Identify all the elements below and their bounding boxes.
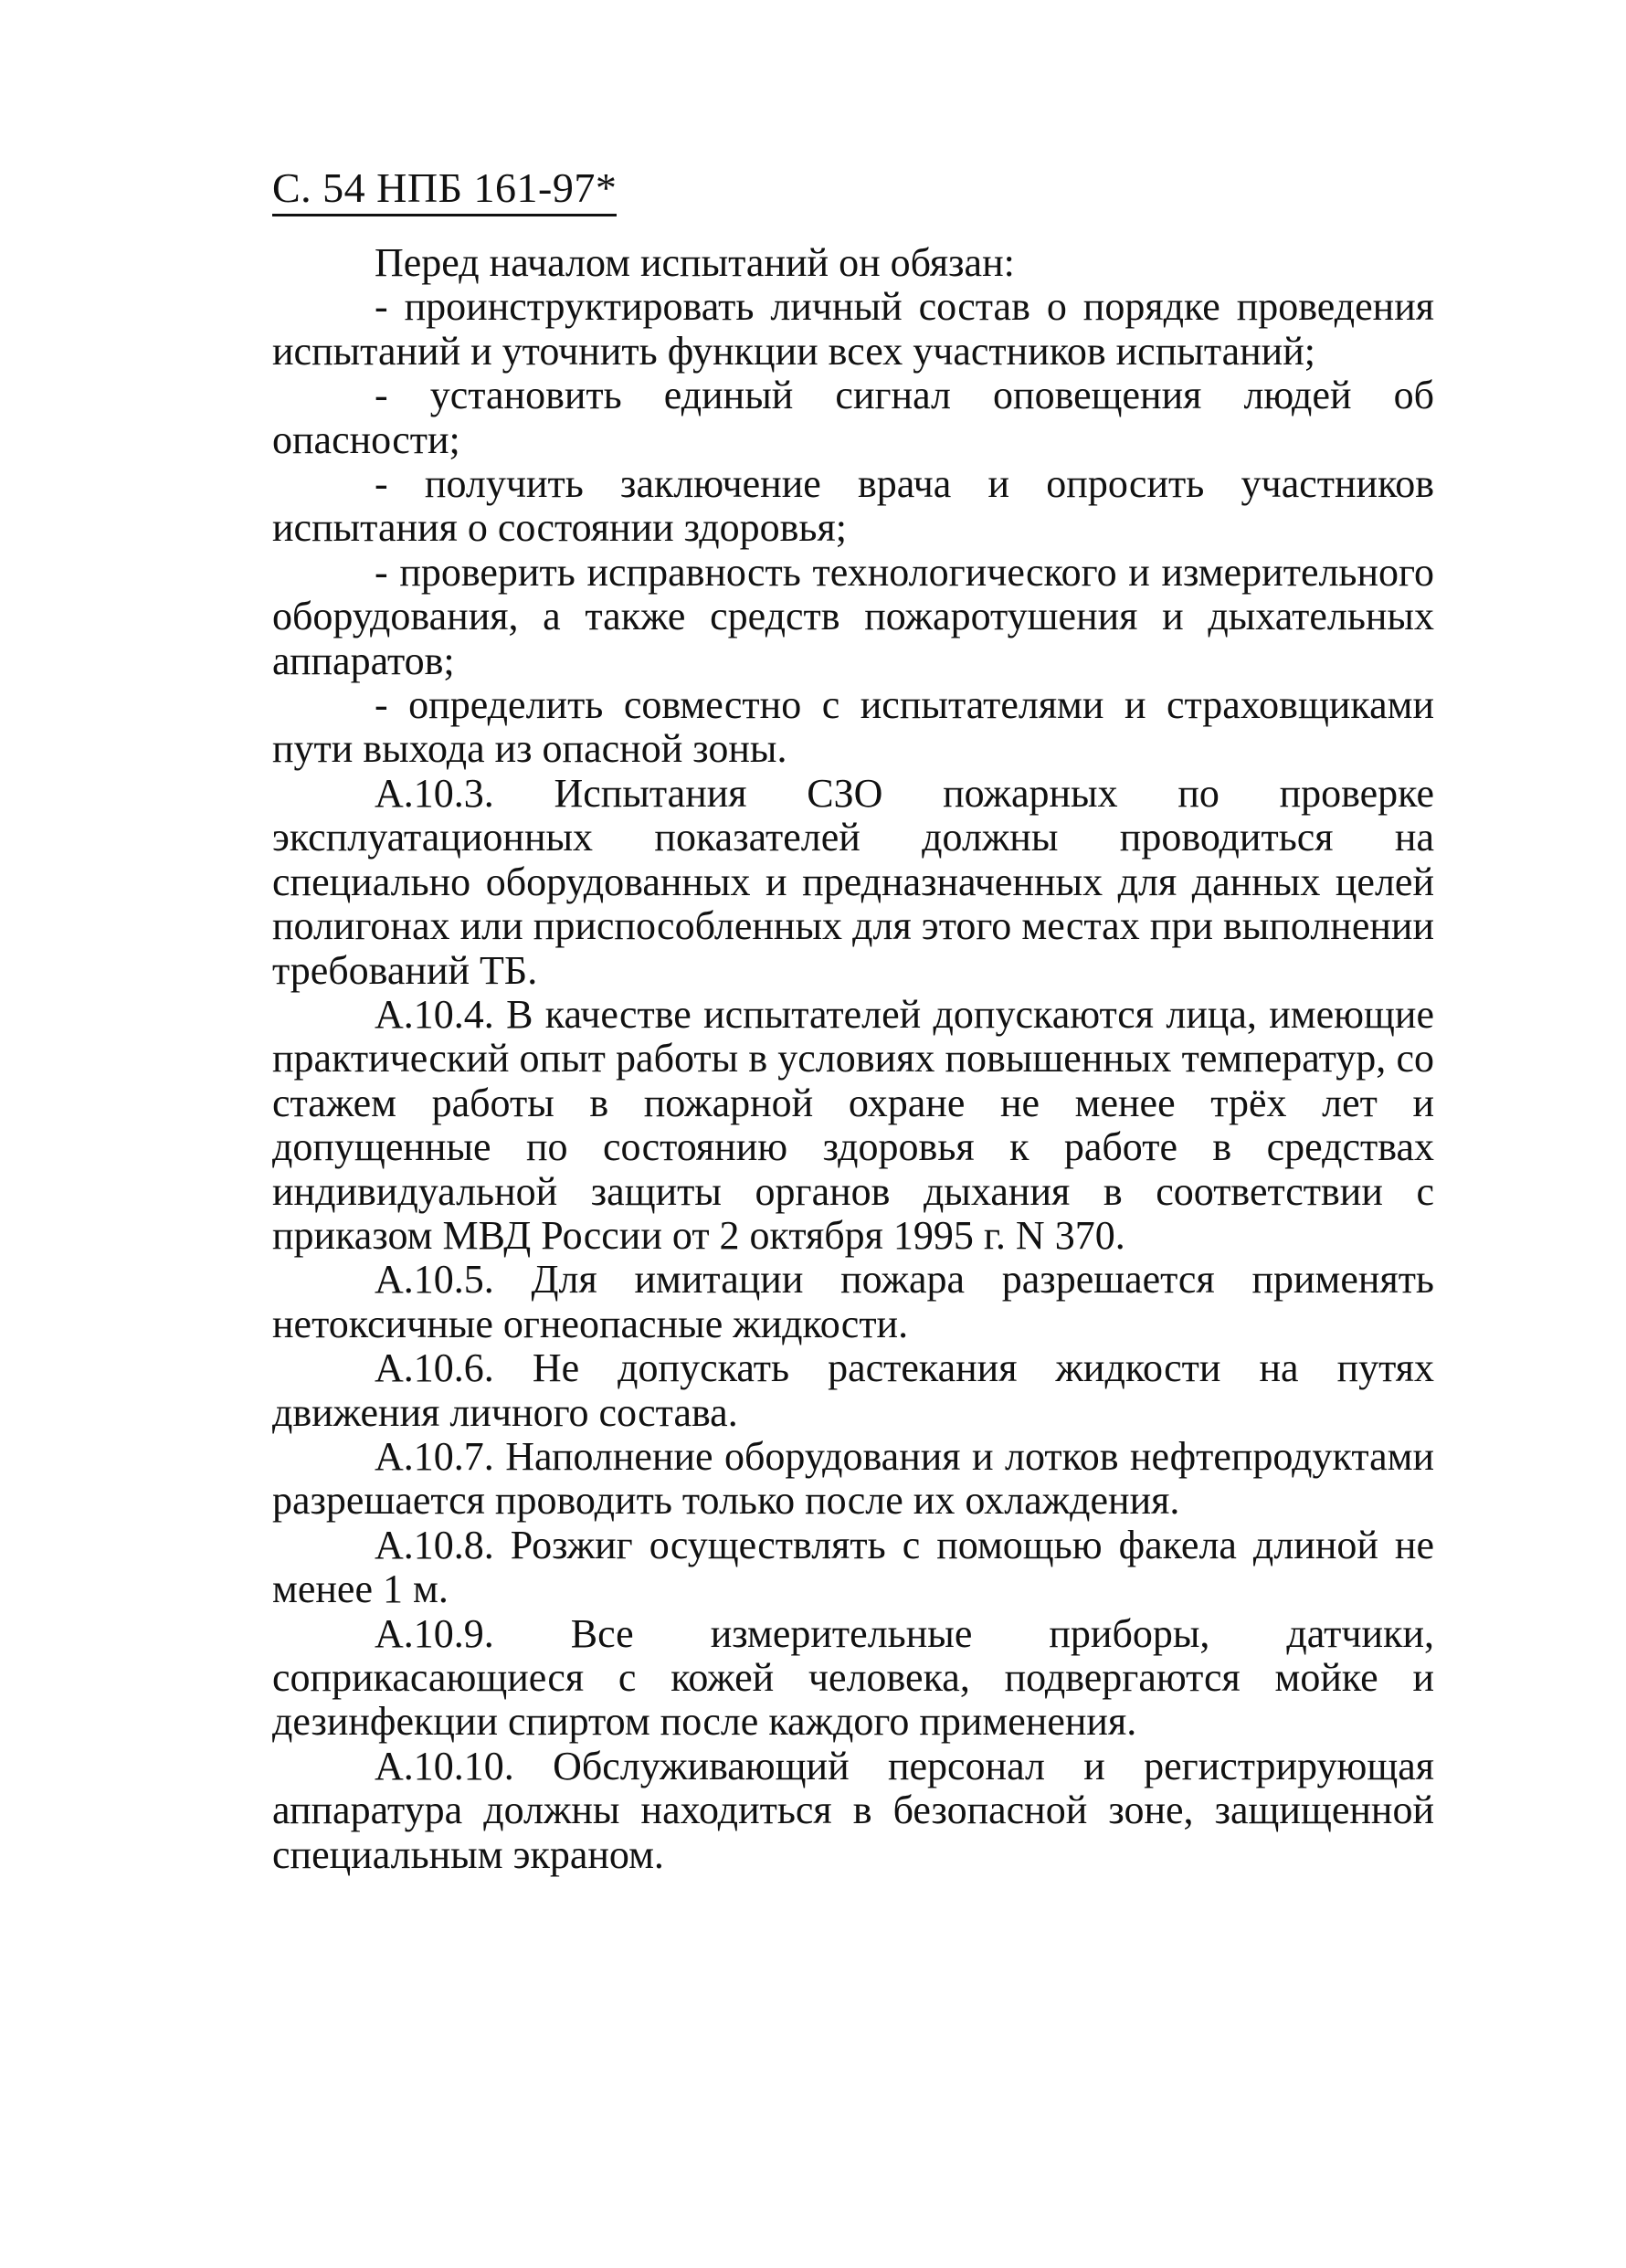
clause-a-10-9: А.10.9. Все измерительные приборы, датчики, соприкасающиеся с кожей человека, подвергаются мойке и дезинфекции спиртом после каждого применения. bbox=[272, 1610, 1434, 1745]
clause-a-10-4: А.10.4. В качестве испытателей допускаются лица, имеющие практический опыт работы в условиях повышенных температур, со стажем работы в пожарной охране не менее трёх лет и допущенные по состоянию здоровья к работе в средствах индивидуальной защиты органов дыхания в соответствии с приказом МВД России от 2 октября 1995 г. N 370. bbox=[272, 991, 1434, 1258]
list-item-exit-routes: - определить совместно с испытателями и страховщиками пути выхода из опасной зоны. bbox=[272, 682, 1434, 772]
clause-a-10-6: А.10.6. Не допускать растекания жидкости на путях движения личного состава. bbox=[272, 1345, 1434, 1435]
list-item-doctor: - получить заключение врача и опросить участников испытания о состоянии здоровья; bbox=[272, 461, 1434, 551]
body-text bbox=[272, 241, 1434, 1877]
list-item-instruct: - проинструктировать личный состав о порядке проведения испытаний и уточнить функции всех участников испытаний; bbox=[272, 284, 1434, 374]
clause-a-10-10: А.10.10. Обслуживающий персонал и регистрирующая аппаратура должны находиться в безопасной зоне, защищенной специальным экраном. bbox=[272, 1743, 1434, 1877]
list-item-check-equipment: - проверить исправность технологического и измерительного оборудования, а также средств пожаротушения и дыхательных аппаратов; bbox=[272, 549, 1434, 683]
clause-a-10-3: А.10.3. Испытания СЗО пожарных по проверке эксплуатационных показателей должны проводиться на специально оборудованных и предназначенных для данных целей полигонах или приспособленных для этого местах при выполнении требований ТБ. bbox=[272, 770, 1434, 993]
clause-a-10-8: А.10.8. Розжиг осуществлять с помощью факела длиной не менее 1 м. bbox=[272, 1522, 1434, 1612]
clause-a-10-5: А.10.5. Для имитации пожара разрешается применять нетоксичные огнеопасные жидкости. bbox=[272, 1257, 1434, 1346]
list-item-signal: - установить единый сигнал оповещения людей об опасности; bbox=[272, 373, 1434, 462]
clause-a-10-7: А.10.7. Наполнение оборудования и лотков нефтепродуктами разрешается проводить только после их охлаждения. bbox=[272, 1433, 1434, 1524]
paragraph-intro: Перед началом испытаний он обязан: bbox=[375, 240, 1015, 285]
running-header: С. 54 НПБ 161-97* bbox=[272, 163, 617, 216]
